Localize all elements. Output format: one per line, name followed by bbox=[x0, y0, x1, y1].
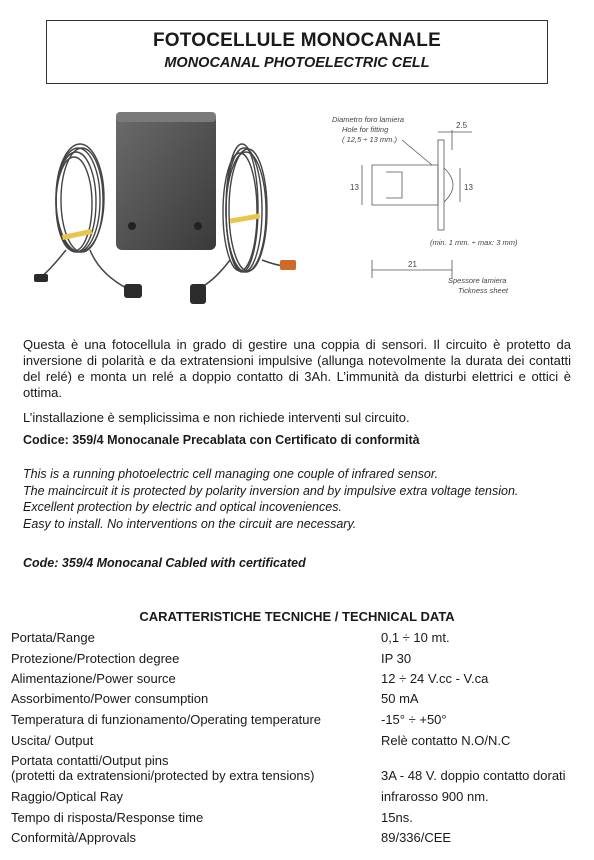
spec-row bbox=[11, 630, 586, 651]
spec-label: Raggio/Optical Ray bbox=[11, 789, 123, 804]
spec-value: 3A - 48 V. doppio contatto dorati bbox=[381, 768, 566, 783]
spec-label: Alimentazione/Power source bbox=[11, 671, 176, 686]
page-subtitle: MONOCANAL PHOTOELECTRIC CELL bbox=[164, 55, 430, 71]
install-it: L’installazione è semplicissima e non richiede interventi sul circuito. bbox=[23, 410, 410, 425]
spec-row bbox=[11, 789, 586, 810]
spec-value: 0,1 ÷ 10 mt. bbox=[381, 630, 450, 645]
right-cable-coil bbox=[223, 144, 267, 272]
dim-right: 13 bbox=[464, 183, 473, 192]
spec-label: Uscita/ Output bbox=[11, 733, 94, 748]
drawing-hole-label-it: Diametro foro lamiera bbox=[332, 115, 405, 124]
spec-label: Protezione/Protection degree bbox=[11, 651, 180, 666]
dim-bottom: 21 bbox=[408, 260, 417, 269]
drawing-sheet-label-it: Spessore lamiera bbox=[448, 276, 507, 285]
spec-label: Portata/Range bbox=[11, 630, 95, 645]
spec-label: Temperatura di funzionamento/Operating temperature bbox=[11, 712, 322, 727]
spec-value: 15ns. bbox=[381, 810, 413, 825]
code-it: Codice: 359/4 Monocanale Precablata con Certificato di conformità bbox=[23, 433, 420, 447]
description-en-line: Easy to install. No interventions on the circuit are necessary. bbox=[23, 516, 357, 531]
dim-left: 13 bbox=[350, 183, 359, 192]
description-en-line: The maincircuit it is protected by polarity inversion and by impulsive extra voltage tension. bbox=[23, 483, 519, 498]
spec-label: Portata contatti/Output pins bbox=[11, 753, 169, 768]
spec-table bbox=[11, 630, 586, 850]
spec-row bbox=[11, 712, 586, 733]
drawing-hole-range: ( 12,5 ÷ 13 mm.) bbox=[342, 135, 397, 144]
dim-top: 2.5 bbox=[456, 121, 468, 130]
spec-value: 12 ÷ 24 V.cc - V.ca bbox=[381, 671, 489, 686]
description-it: Questa è una fotocellula in grado di gestire una coppia di sensori. Il circuito è protetto da inversione di polarità e da extratensioni impulsive (allunga notevolmente la durata dei contatti del relé) e monta un relé a doppio contatto di 3Ah. L’immunità da disturbi elettrici e ottici è ottima. bbox=[23, 337, 571, 400]
technical-drawing bbox=[322, 110, 572, 300]
spec-row bbox=[11, 733, 586, 753]
page-title: FOTOCELLULE MONOCANALE bbox=[153, 30, 441, 51]
spec-value: Relè contatto N.O/N.C bbox=[381, 733, 511, 748]
spec-row bbox=[11, 830, 586, 850]
spec-row bbox=[11, 651, 586, 671]
description-en-line: This is a running photoelectric cell managing one couple of infrared sensor. bbox=[23, 467, 439, 481]
spec-row bbox=[11, 810, 586, 830]
product-photo bbox=[30, 100, 310, 320]
spec-label: Tempo di risposta/Response time bbox=[11, 810, 204, 825]
spec-row bbox=[11, 691, 586, 712]
spec-label: Conformità/Approvals bbox=[11, 830, 136, 845]
drawing-sheet-range: (min. 1 mm. ÷ max: 3 mm) bbox=[430, 238, 518, 247]
spec-label: Assorbimento/Power consumption bbox=[11, 691, 209, 706]
drawing-hole-label-en: Hole for fitting bbox=[342, 125, 389, 134]
sensor-left bbox=[124, 284, 142, 298]
spec-value: IP 30 bbox=[381, 651, 412, 666]
spec-value: 50 mA bbox=[381, 691, 419, 706]
spec-value: infrarosso 900 nm. bbox=[381, 789, 489, 804]
tech-title: CARATTERISTICHE TECNICHE / TECHNICAL DATA bbox=[139, 609, 455, 624]
drawing-sheet-label-en: Tickness sheet bbox=[458, 286, 508, 295]
code-en: Code: 359/4 Monocanal Cabled with certificated bbox=[23, 556, 306, 570]
description-en-line: Excellent protection by electric and optical incoveniences. bbox=[23, 500, 342, 514]
title-box bbox=[46, 20, 548, 84]
sensor-right bbox=[190, 284, 206, 304]
spec-value: 89/336/CEE bbox=[381, 830, 452, 845]
spec-row bbox=[11, 671, 586, 691]
description-en bbox=[23, 466, 583, 532]
spec-value: -15° ÷ +50° bbox=[381, 712, 447, 727]
connector-orange bbox=[280, 260, 296, 270]
spec-row bbox=[11, 753, 586, 789]
spec-label-sub: (protetti da extratensioni/protected by extra tensions) bbox=[11, 768, 315, 783]
